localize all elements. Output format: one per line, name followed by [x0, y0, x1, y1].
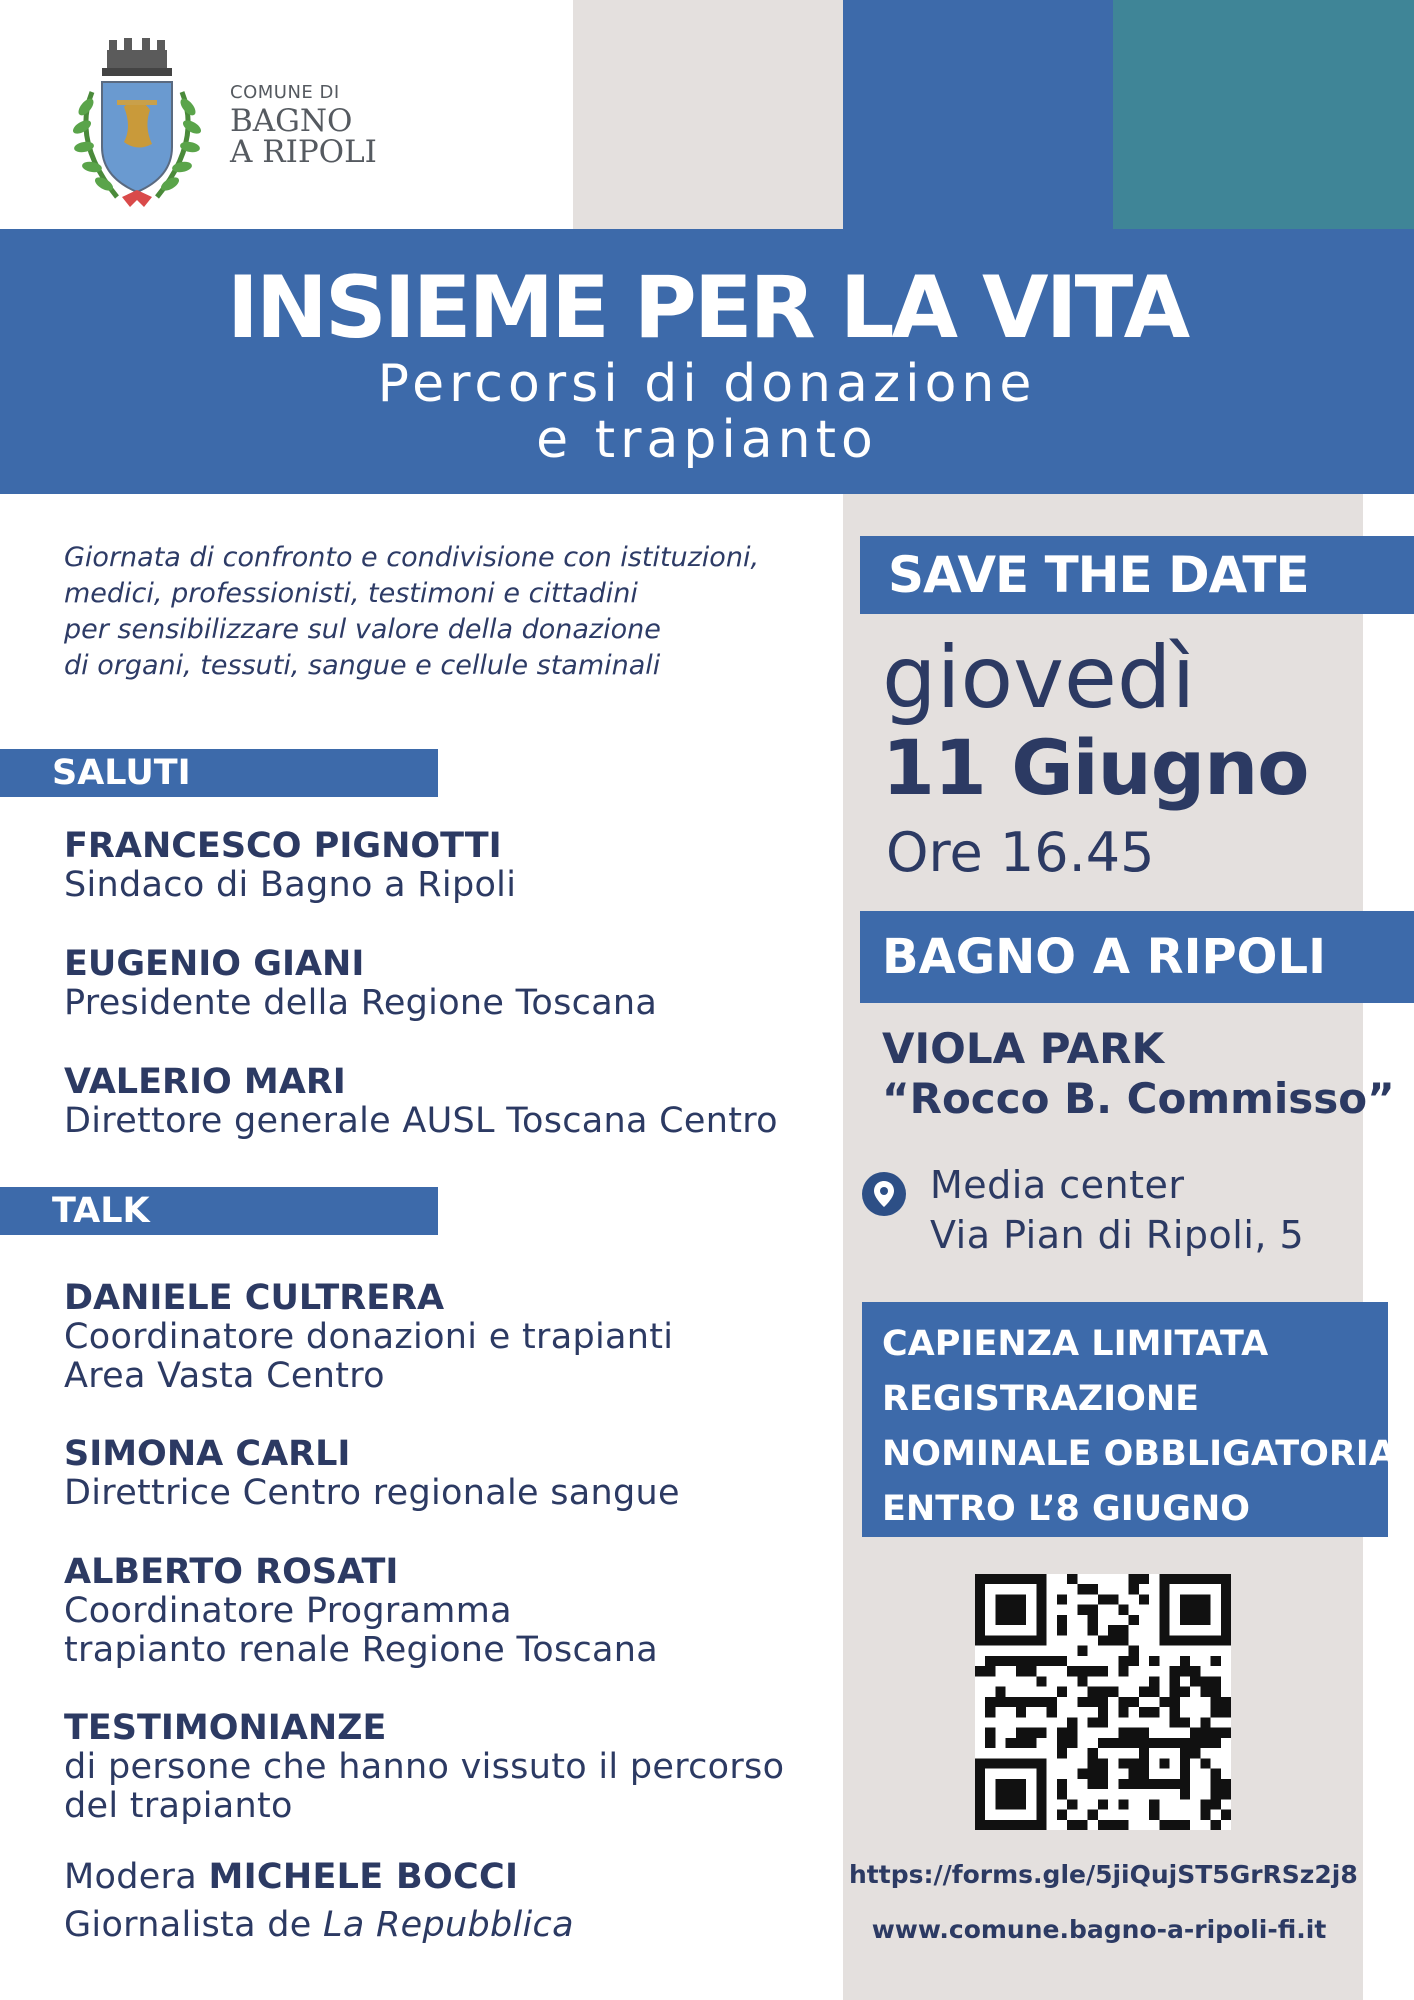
moderator-role-prefix: Giornalista de: [64, 1905, 324, 1945]
moderator-entry: [64, 1853, 574, 1949]
registration-notice: [862, 1302, 1396, 1537]
speaker-entry: [64, 1278, 844, 1396]
map-pin-icon: [862, 1172, 906, 1216]
speaker-name: TESTIMONIANZE: [64, 1708, 387, 1748]
notice-line: CAPIENZA LIMITATA: [882, 1324, 1269, 1364]
intro-line: medici, professionisti, testimoni e cittadini: [64, 578, 638, 609]
speaker-entry: [64, 826, 844, 905]
logo-line-1: BAGNO: [230, 103, 353, 139]
decor-block-teal: [1113, 0, 1414, 230]
newspaper-name: La Repubblica: [323, 1905, 574, 1945]
speaker-entry: [64, 1552, 844, 1670]
address-line-1: Media center: [930, 1163, 1185, 1207]
event-city-banner: BAGNO A RIPOLI: [860, 911, 1414, 1003]
event-address: [930, 1160, 1304, 1260]
speaker-role: Coordinatore donazioni e trapianti: [64, 1317, 674, 1357]
logo-small-text: COMUNE DI: [230, 82, 340, 103]
intro-line: Giornata di confronto e condivisione con istituzioni,: [64, 542, 760, 573]
event-date: 11 Giugno: [882, 723, 1309, 812]
page-title: INSIEME PER LA VITA: [226, 258, 1188, 358]
municipality-name: [230, 84, 377, 168]
venue-line-1: VIOLA PARK: [882, 1024, 1165, 1073]
event-time: Ore 16.45: [886, 821, 1155, 884]
subtitle-line-2: e trapianto: [536, 410, 878, 470]
event-venue: [882, 1024, 1395, 1124]
subtitle-line-1: Percorsi di donazione: [377, 354, 1037, 414]
moderator-prefix: Modera: [64, 1857, 209, 1897]
speaker-name: FRANCESCO PIGNOTTI: [64, 826, 502, 866]
moderator-name: MICHELE BOCCI: [208, 1857, 519, 1897]
registration-form-link[interactable]: https://forms.gle/5jiQujST5GrRSz2j8: [849, 1860, 1358, 1889]
qr-code-icon[interactable]: [975, 1574, 1231, 1830]
section-heading-saluti: SALUTI: [0, 749, 438, 797]
speaker-entry: [64, 1708, 844, 1826]
page-subtitle: [0, 356, 1414, 468]
speaker-role: Coordinatore Programma: [64, 1591, 512, 1631]
speaker-name: EUGENIO GIANI: [64, 944, 365, 984]
save-the-date-banner: SAVE THE DATE: [860, 536, 1414, 614]
address-line-2: Via Pian di Ripoli, 5: [930, 1213, 1305, 1257]
intro-text: [64, 540, 824, 684]
speaker-entry: [64, 1434, 844, 1513]
speaker-name: SIMONA CARLI: [64, 1434, 351, 1474]
event-day: giovedì: [882, 628, 1196, 728]
decor-block-gray: [573, 0, 843, 230]
decor-block-blue: [843, 0, 1113, 230]
municipality-crest-icon: [62, 32, 212, 212]
speaker-name: ALBERTO ROSATI: [64, 1552, 399, 1592]
speaker-role: Area Vasta Centro: [64, 1356, 385, 1396]
logo-line-2: A RIPOLI: [230, 134, 377, 170]
notice-line: ENTRO L’8 GIUGNO: [882, 1489, 1250, 1529]
notice-line: REGISTRAZIONE: [882, 1379, 1200, 1419]
speaker-role: Presidente della Regione Toscana: [64, 983, 658, 1023]
speaker-entry: [64, 944, 844, 1023]
speaker-role: del trapianto: [64, 1786, 293, 1826]
venue-line-2: “Rocco B. Commisso”: [882, 1074, 1395, 1123]
website-link[interactable]: www.comune.bagno-a-ripoli-fi.it: [871, 1915, 1327, 1944]
speaker-entry: [64, 1062, 844, 1141]
speaker-role: trapianto renale Regione Toscana: [64, 1630, 659, 1670]
speaker-name: DANIELE CULTRERA: [64, 1278, 445, 1318]
section-heading-talk: TALK: [0, 1187, 438, 1235]
notice-line: NOMINALE OBBLIGATORIA: [882, 1434, 1396, 1474]
speaker-name: VALERIO MARI: [64, 1062, 346, 1102]
intro-line: di organi, tessuti, sangue e cellule staminali: [64, 650, 661, 681]
speaker-role: Direttore generale AUSL Toscana Centro: [64, 1101, 778, 1141]
speaker-role: Direttrice Centro regionale sangue: [64, 1473, 680, 1513]
intro-line: per sensibilizzare sul valore della donazione: [64, 614, 661, 645]
speaker-role: Sindaco di Bagno a Ripoli: [64, 865, 517, 905]
speaker-role: di persone che hanno vissuto il percorso: [64, 1747, 785, 1787]
